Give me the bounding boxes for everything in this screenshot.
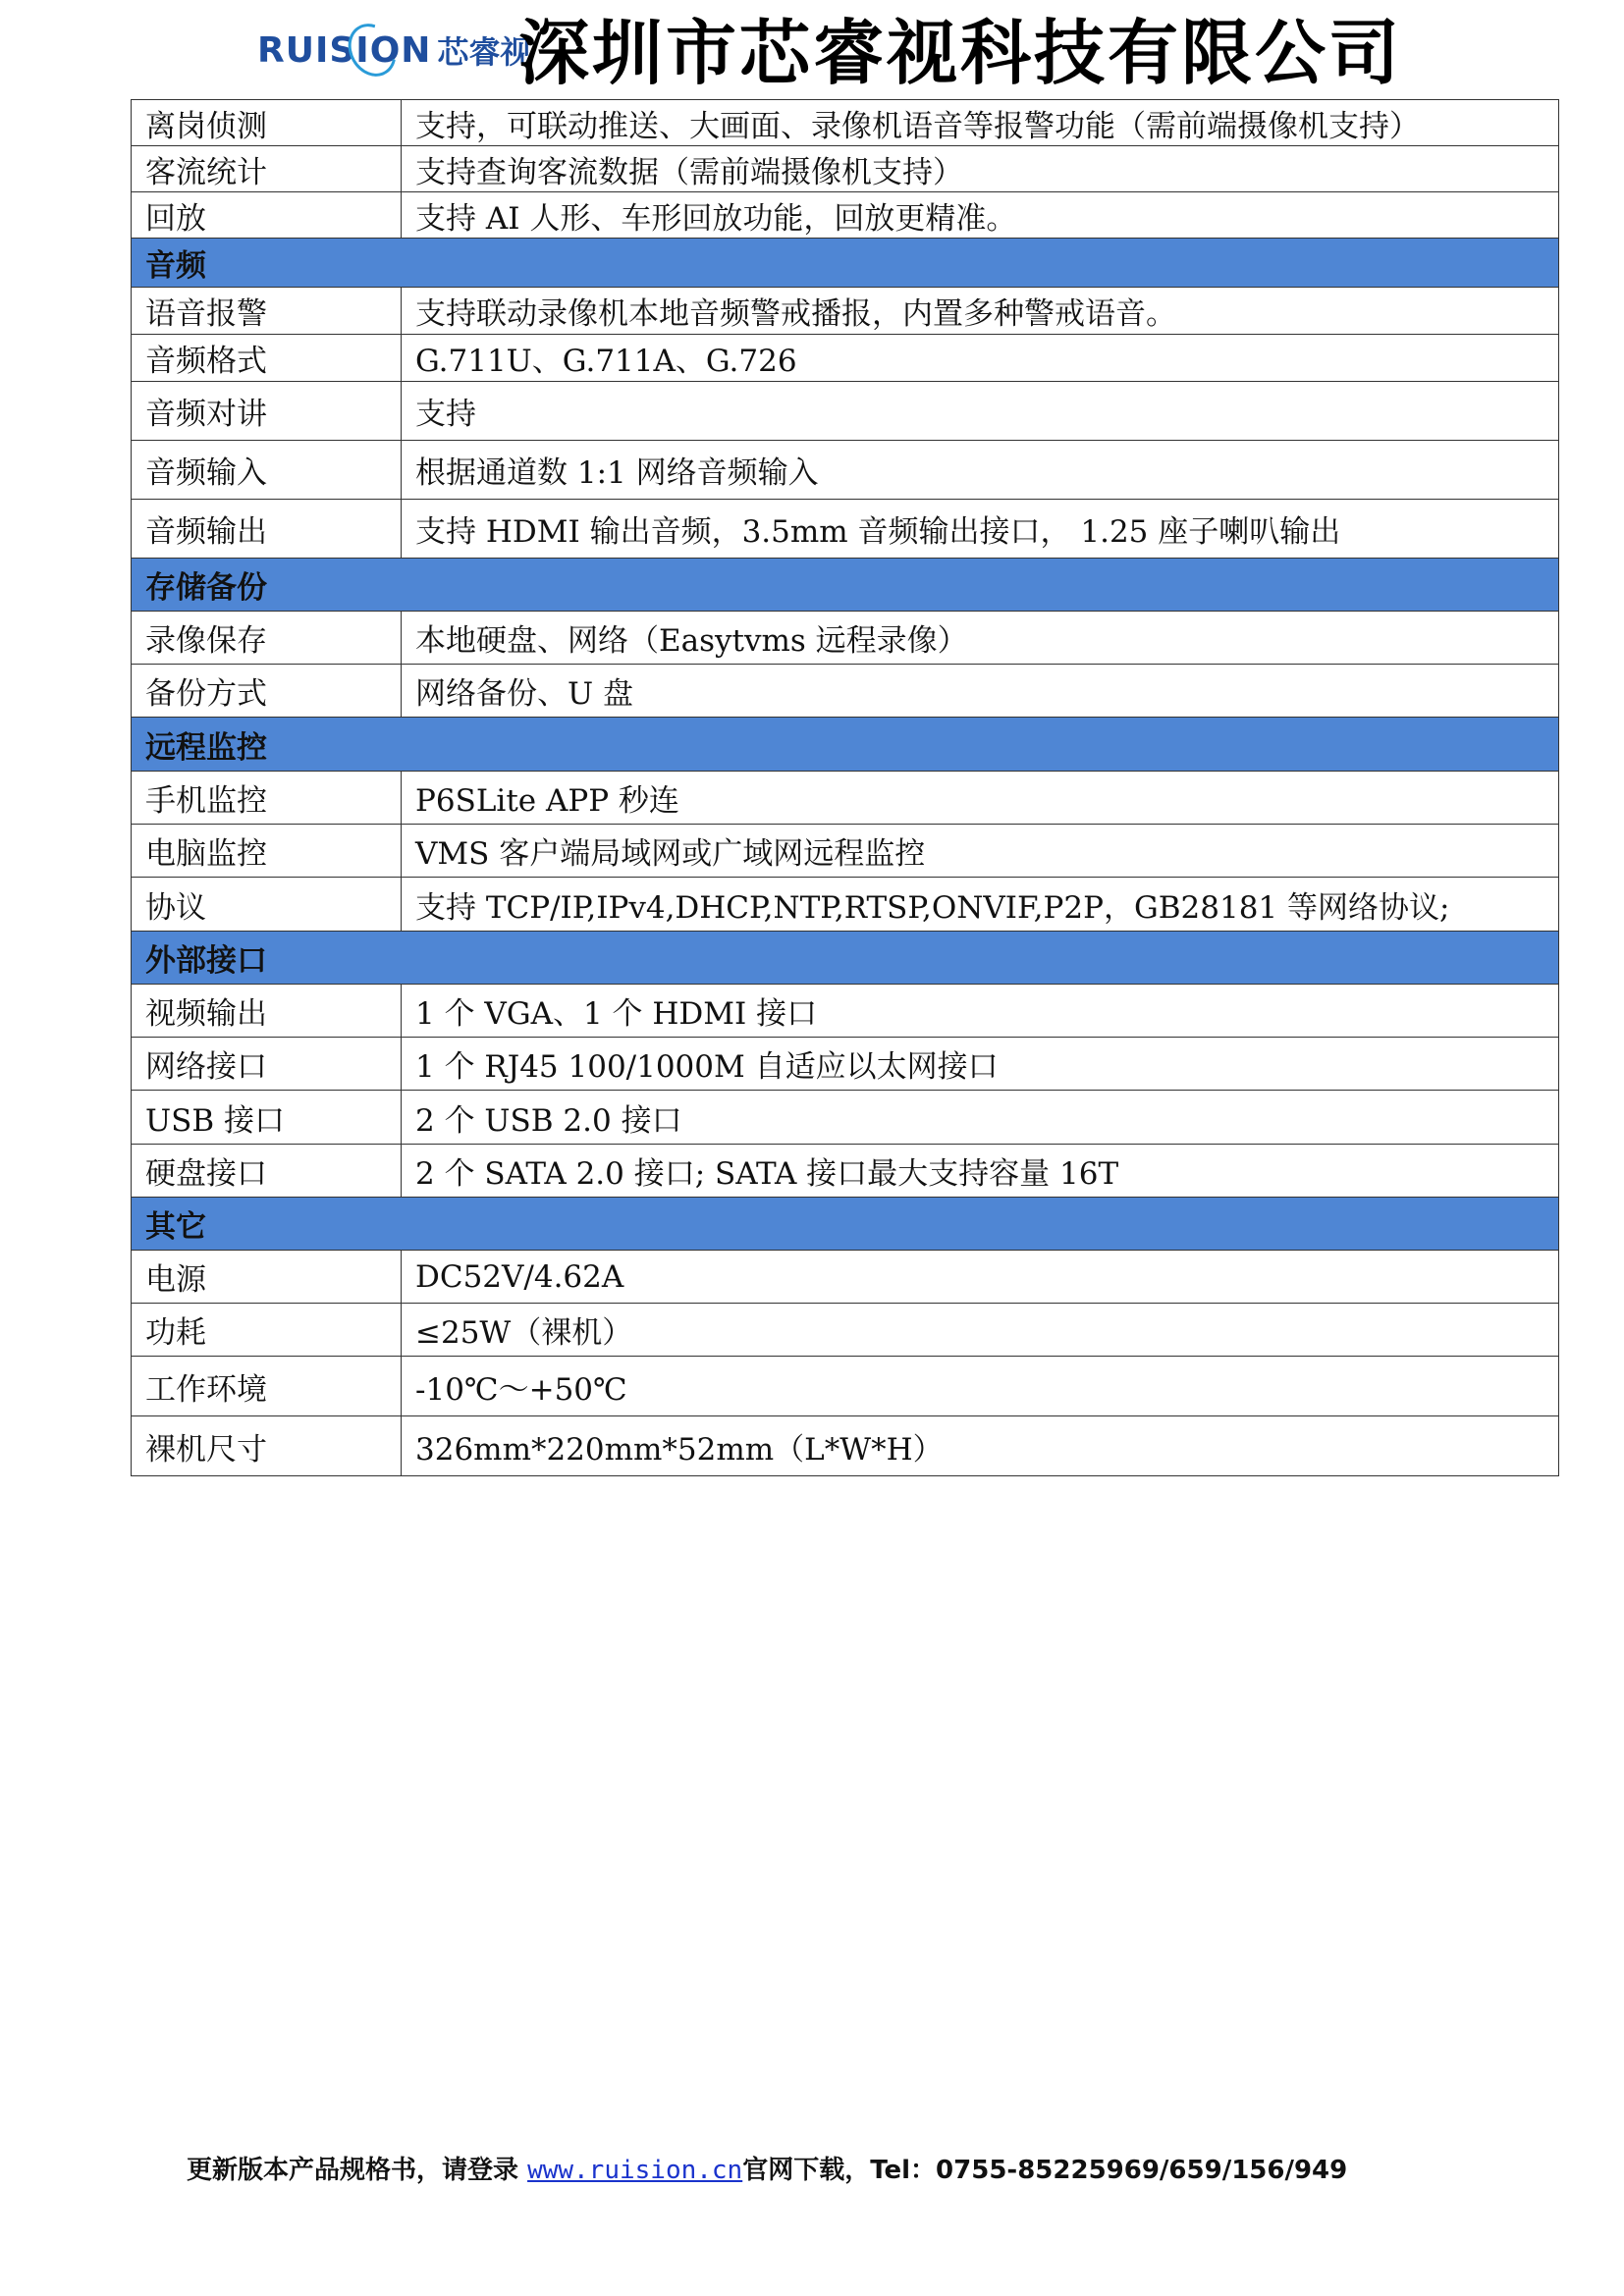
- footer-prefix: 更新版本产品规格书，请登录: [187, 2156, 528, 2185]
- spec-row: [132, 1251, 1559, 1304]
- section-header-row: [132, 932, 1559, 985]
- spec-label: 视频输出: [132, 985, 402, 1038]
- spec-value: 支持 AI 人形、车形回放功能，回放更精准。: [402, 192, 1559, 239]
- section-header-row: [132, 1198, 1559, 1251]
- spec-value: 网络备份、U 盘: [402, 665, 1559, 718]
- spec-row: [132, 772, 1559, 825]
- spec-value: 根据通道数 1:1 网络音频输入: [402, 441, 1559, 500]
- spec-label: 音频输入: [132, 441, 402, 500]
- spec-value: 支持: [402, 382, 1559, 441]
- spec-row: [132, 146, 1559, 192]
- spec-label: 音频格式: [132, 335, 402, 382]
- spec-label: 离岗侦测: [132, 100, 402, 146]
- logo-wordmark: RUISION: [257, 29, 432, 71]
- spec-label: 协议: [132, 878, 402, 932]
- spec-row: [132, 382, 1559, 441]
- website-link[interactable]: www.ruision.cn: [527, 2156, 743, 2185]
- spec-value: 1 个 VGA、1 个 HDMI 接口: [402, 985, 1559, 1038]
- spec-row: [132, 500, 1559, 559]
- spec-value: 支持，可联动推送、大画面、录像机语音等报警功能（需前端摄像机支持）: [402, 100, 1559, 146]
- spec-label: 语音报警: [132, 288, 402, 335]
- footer-suffix: 官网下载，Tel：0755-85225969/659/156/949: [742, 2156, 1348, 2185]
- spec-value: 支持 TCP/IP,IPv4,DHCP,NTP,RTSP,ONVIF,P2P，GB28181 等网络协议;: [402, 878, 1559, 932]
- company-logo: [257, 20, 531, 80]
- spec-label: 电脑监控: [132, 825, 402, 878]
- spec-label: 工作环境: [132, 1357, 402, 1416]
- spec-row: [132, 1357, 1559, 1416]
- spec-label: 音频输出: [132, 500, 402, 559]
- spec-row: [132, 825, 1559, 878]
- spec-row: [132, 288, 1559, 335]
- spec-label: 手机监控: [132, 772, 402, 825]
- spec-table: [131, 99, 1559, 1476]
- spec-value: 326mm*220mm*52mm（L*W*H）: [402, 1416, 1559, 1476]
- spec-row: [132, 192, 1559, 239]
- spec-label: USB 接口: [132, 1091, 402, 1145]
- spec-value: 2 个 SATA 2.0 接口; SATA 接口最大支持容量 16T: [402, 1145, 1559, 1198]
- spec-value: DC52V/4.62A: [402, 1251, 1559, 1304]
- spec-label: 备份方式: [132, 665, 402, 718]
- page-header: [0, 8, 1624, 98]
- section-header-row: [132, 718, 1559, 772]
- spec-label: 客流统计: [132, 146, 402, 192]
- spec-value: 1 个 RJ45 100/1000M 自适应以太网接口: [402, 1038, 1559, 1091]
- spec-value: 支持联动录像机本地音频警戒播报，内置多种警戒语音。: [402, 288, 1559, 335]
- spec-value: 支持查询客流数据（需前端摄像机支持）: [402, 146, 1559, 192]
- company-name: 深圳市芯睿视科技有限公司: [518, 12, 1403, 94]
- spec-value: 2 个 USB 2.0 接口: [402, 1091, 1559, 1145]
- section-header-row: [132, 239, 1559, 288]
- spec-row: [132, 1304, 1559, 1357]
- spec-row: [132, 878, 1559, 932]
- spec-row: [132, 1416, 1559, 1476]
- section-title: 远程监控: [132, 718, 1559, 772]
- spec-row: [132, 985, 1559, 1038]
- logo-chinese-name: 芯睿视: [437, 33, 532, 71]
- section-title: 外部接口: [132, 932, 1559, 985]
- section-header-row: [132, 559, 1559, 612]
- section-title: 音频: [132, 239, 1559, 288]
- spec-label: 电源: [132, 1251, 402, 1304]
- spec-value: VMS 客户端局域网或广域网远程监控: [402, 825, 1559, 878]
- section-title: 其它: [132, 1198, 1559, 1251]
- spec-row: [132, 1091, 1559, 1145]
- spec-row: [132, 100, 1559, 146]
- spec-label: 录像保存: [132, 612, 402, 665]
- spec-row: [132, 441, 1559, 500]
- spec-row: [132, 612, 1559, 665]
- spec-value: -10℃～+50℃: [402, 1357, 1559, 1416]
- spec-value: P6SLite APP 秒连: [402, 772, 1559, 825]
- spec-row: [132, 665, 1559, 718]
- spec-label: 回放: [132, 192, 402, 239]
- footer-note: [187, 2150, 1347, 2186]
- spec-value: 支持 HDMI 输出音频，3.5mm 音频输出接口， 1.25 座子喇叭输出: [402, 500, 1559, 559]
- spec-row: [132, 335, 1559, 382]
- spec-label: 硬盘接口: [132, 1145, 402, 1198]
- spec-row: [132, 1145, 1559, 1198]
- spec-row: [132, 1038, 1559, 1091]
- spec-value: G.711U、G.711A、G.726: [402, 335, 1559, 382]
- spec-value: 本地硬盘、网络（Easytvms 远程录像）: [402, 612, 1559, 665]
- spec-value: ≤25W（裸机）: [402, 1304, 1559, 1357]
- spec-label: 功耗: [132, 1304, 402, 1357]
- spec-label: 裸机尺寸: [132, 1416, 402, 1476]
- section-title: 存储备份: [132, 559, 1559, 612]
- spec-label: 网络接口: [132, 1038, 402, 1091]
- spec-label: 音频对讲: [132, 382, 402, 441]
